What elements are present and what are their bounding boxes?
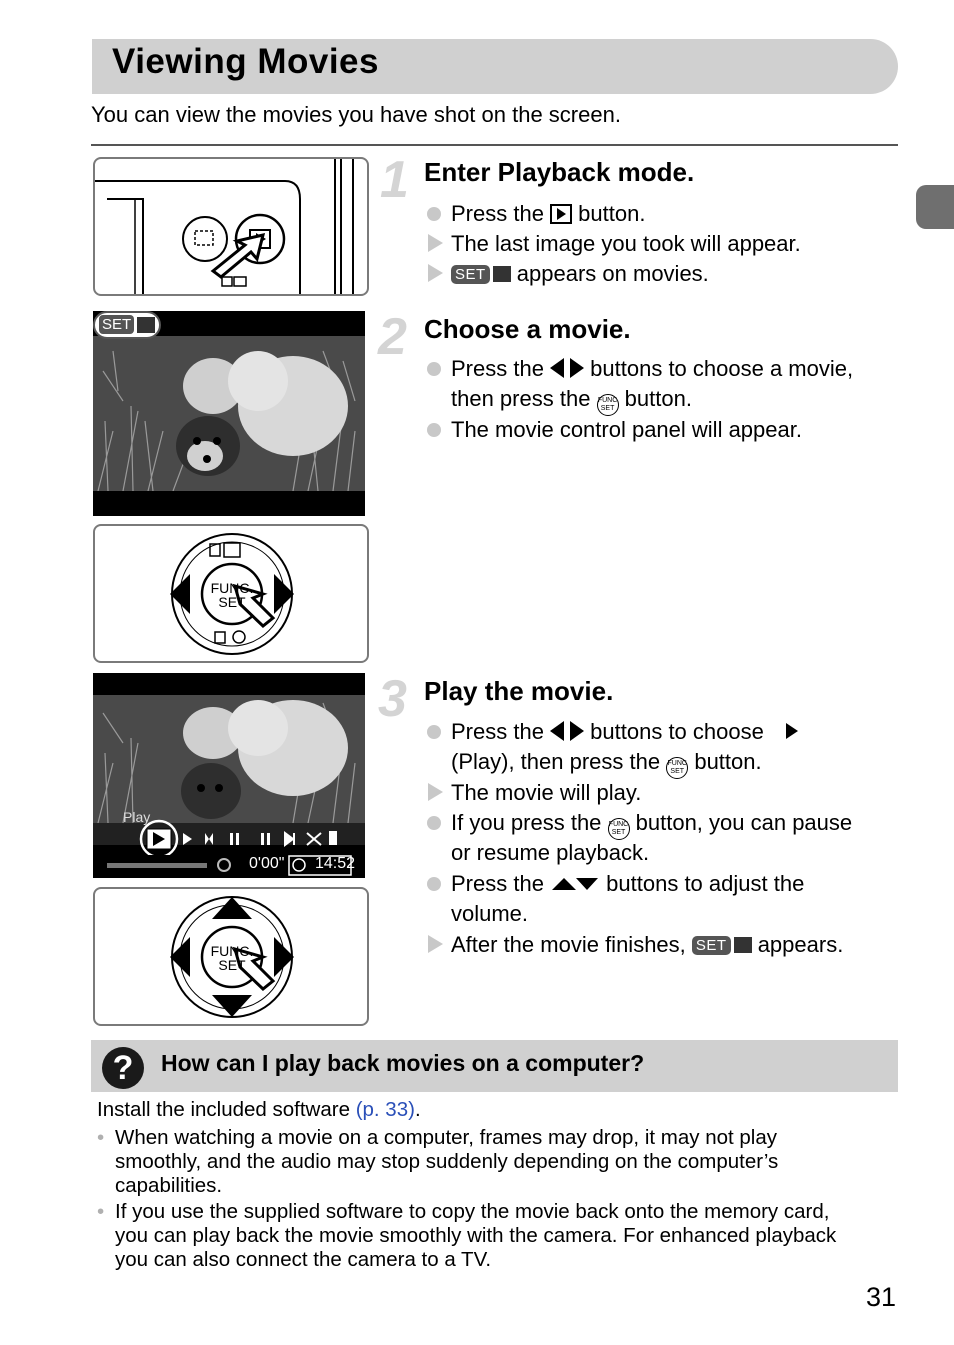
bullet-dot bbox=[427, 877, 441, 891]
func-label: FUNC. bbox=[210, 943, 254, 959]
bullet-dot bbox=[427, 207, 441, 221]
movie-control-panel-image bbox=[93, 673, 365, 878]
faq-install-text: Install the included software (p. 33). bbox=[97, 1098, 421, 1121]
step-number: 1 bbox=[380, 151, 409, 209]
page-title: Viewing Movies bbox=[112, 42, 379, 81]
step-line: Press the buttons to choose bbox=[451, 719, 800, 745]
set-label: SET bbox=[218, 957, 246, 973]
total-duration: 14:52 bbox=[315, 855, 356, 872]
bullet-dot bbox=[427, 725, 441, 739]
func-set-icon: FUNC SET bbox=[597, 394, 619, 416]
page-link[interactable]: (p. 33) bbox=[355, 1098, 415, 1121]
faq-bullet: • If you use the supplied software to copy the movie back onto the memory card, you can play back the movie smoothly with the camera. For enhanced playback you can also connect the camera to a TV. bbox=[97, 1200, 837, 1271]
func-set-button bbox=[207, 944, 257, 972]
step-line: After the movie finishes, SET appears. bbox=[451, 932, 843, 958]
step-number: 3 bbox=[378, 670, 407, 728]
bullet-dot bbox=[427, 423, 441, 437]
bullet-dot bbox=[427, 816, 441, 830]
movie-icon bbox=[734, 937, 752, 953]
step-line: then press the FUNC SET button. bbox=[451, 386, 692, 416]
faq-title: How can I play back movies on a computer? bbox=[161, 1050, 645, 1076]
dog-photo bbox=[93, 311, 365, 516]
func-label: FUNC. bbox=[210, 580, 254, 596]
bullet-dot: • bbox=[97, 1200, 105, 1223]
intro-text: You can view the movies you have shot on the screen. bbox=[91, 102, 621, 127]
step-heading: Choose a movie. bbox=[424, 314, 631, 344]
bullet-dot bbox=[427, 362, 441, 376]
movie-icon bbox=[137, 317, 155, 333]
set-label: SET bbox=[218, 594, 246, 610]
result-arrow bbox=[428, 935, 443, 953]
step-line: The movie control panel will appear. bbox=[451, 417, 802, 443]
result-arrow bbox=[428, 264, 443, 282]
func-set-icon: FUNC SET bbox=[666, 757, 688, 779]
bullet-dot: • bbox=[97, 1126, 105, 1149]
movie-still-image bbox=[93, 311, 365, 516]
control-dial-illustration-ud bbox=[93, 887, 369, 1026]
camera-back-drawing bbox=[95, 159, 367, 294]
step-line: Press the button. bbox=[451, 201, 645, 227]
step-line: The movie will play. bbox=[451, 780, 641, 806]
chapter-tab bbox=[916, 185, 954, 229]
func-set-button bbox=[207, 581, 257, 609]
step-line: volume. bbox=[451, 901, 529, 926]
set-icon: SET bbox=[451, 265, 490, 284]
up-down-arrows-icon bbox=[550, 875, 600, 893]
step-line: (Play), then press the FUNC SET button. bbox=[451, 749, 762, 779]
step-line: or resume playback. bbox=[451, 840, 650, 865]
step-line: Press the buttons to adjust the bbox=[451, 871, 804, 897]
dog-photo-playback bbox=[93, 673, 365, 878]
page-number: 31 bbox=[866, 1282, 897, 1312]
playback-button-icon bbox=[550, 204, 572, 224]
faq-bullet: • When watching a movie on a computer, frames may drop, it may not play smoothly, and the audio may stop suddenly depending on the computer’s capabilities. bbox=[97, 1126, 779, 1197]
step-heading: Play the movie. bbox=[424, 676, 614, 706]
func-set-icon: FUNC SET bbox=[608, 818, 630, 840]
set-icon: SET bbox=[692, 936, 731, 955]
set-movie-indicator bbox=[93, 311, 161, 339]
control-dial-illustration-lr bbox=[93, 524, 369, 663]
step-line: The last image you took will appear. bbox=[451, 231, 801, 257]
step-heading: Enter Playback mode. bbox=[424, 157, 695, 187]
camera-playback-illustration bbox=[93, 157, 369, 296]
step-number: 2 bbox=[378, 308, 407, 366]
elapsed-time: 0'00" bbox=[249, 855, 285, 872]
divider bbox=[91, 144, 898, 146]
step-line: Press the buttons to choose a movie, bbox=[451, 356, 853, 382]
movie-icon bbox=[493, 266, 511, 282]
step-line: SET appears on movies. bbox=[451, 261, 709, 287]
set-badge: SET bbox=[99, 315, 134, 334]
left-right-arrows-icon bbox=[550, 721, 584, 741]
play-label: Play bbox=[123, 809, 151, 825]
step-line: If you press the FUNC SET button, you can pause bbox=[451, 810, 852, 840]
play-icon bbox=[764, 721, 800, 741]
result-arrow bbox=[428, 783, 443, 801]
left-right-arrows-icon bbox=[550, 358, 584, 378]
result-arrow bbox=[428, 234, 443, 252]
question-icon: ? bbox=[102, 1047, 144, 1089]
